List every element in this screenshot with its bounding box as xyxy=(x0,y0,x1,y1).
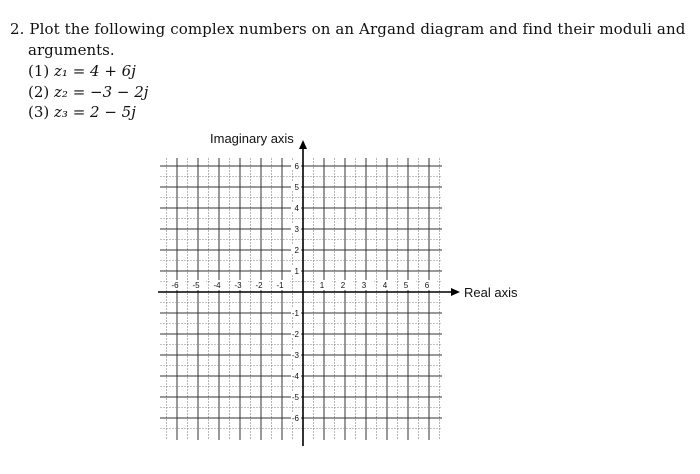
y-tick-label: -1 xyxy=(291,309,299,318)
real-axis-label: Real axis xyxy=(464,285,518,300)
y-tick-label: -3 xyxy=(291,351,299,360)
y-tick-label: 2 xyxy=(294,246,299,255)
y-tick-label: -6 xyxy=(291,414,299,423)
item-label: (1) xyxy=(28,62,55,80)
x-tick-label: 5 xyxy=(403,281,409,290)
item-label: (2) xyxy=(28,83,55,101)
x-tick-label: -1 xyxy=(276,281,284,290)
item-expression: z₃ = 2 − 5j xyxy=(54,103,136,121)
y-tick-label: -4 xyxy=(291,372,299,381)
x-tick-label: -4 xyxy=(213,281,221,290)
y-tick-label: 1 xyxy=(294,267,299,276)
imaginary-axis-label: Imaginary axis xyxy=(210,131,294,146)
real-axis-arrow-icon xyxy=(451,288,460,296)
imaginary-axis-arrow-icon xyxy=(299,140,307,149)
y-tick-label: 3 xyxy=(294,225,299,234)
question-line-1: 2. Plot the following complex numbers on an Argand diagram and find their moduli and xyxy=(10,20,686,38)
item-expression: z₂ = −3 − 2j xyxy=(54,83,149,101)
x-tick-label: -2 xyxy=(255,281,263,290)
question-line-2: arguments. xyxy=(28,41,115,59)
x-tick-label: 1 xyxy=(319,281,325,290)
axes xyxy=(158,140,460,446)
y-tick-label: 6 xyxy=(294,162,299,171)
x-tick-label: 3 xyxy=(361,281,367,290)
x-tick-label: 2 xyxy=(340,281,346,290)
y-tick-label: -5 xyxy=(291,393,299,402)
item-label: (3) xyxy=(28,103,55,121)
x-tick-label: 4 xyxy=(382,281,388,290)
y-tick-label: -2 xyxy=(291,330,299,339)
x-tick-label: -5 xyxy=(192,281,200,290)
y-tick-label: 5 xyxy=(294,183,299,192)
item-expression: z₁ = 4 + 6j xyxy=(54,62,136,80)
x-tick-label: 6 xyxy=(424,281,430,290)
x-tick-label: -3 xyxy=(234,281,242,290)
x-tick-label: -6 xyxy=(171,281,179,290)
y-tick-label: 4 xyxy=(294,204,299,213)
